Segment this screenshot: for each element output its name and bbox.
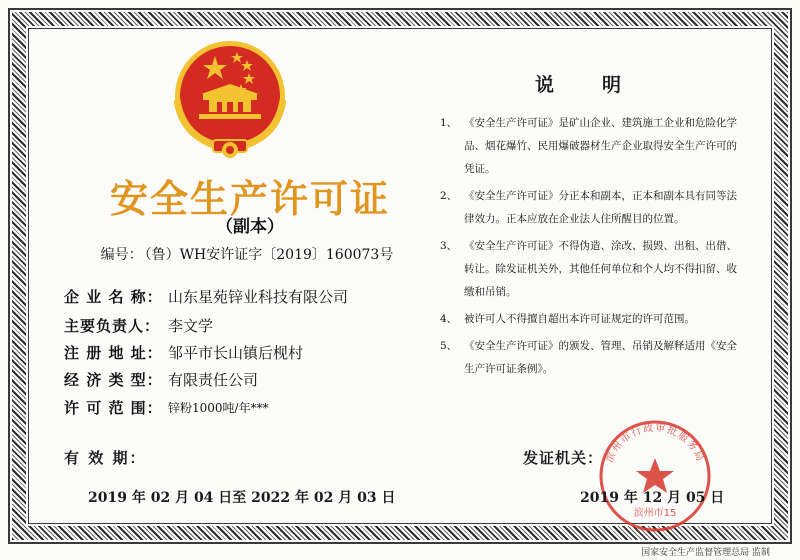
issuer-label: 发证机关： bbox=[523, 449, 604, 467]
field-label: 主要负责人： bbox=[64, 316, 161, 335]
note-text: 《安全生产许可证》分正本和副本，正本和副本具有同等法律效力。正本应放在企业法人住所醒目的位置。 bbox=[464, 190, 737, 225]
note-number: 4、 bbox=[440, 313, 458, 325]
field-principal bbox=[64, 314, 213, 336]
certificate-title: 安全生产许可证 bbox=[109, 177, 390, 221]
number-label: 编号： bbox=[100, 247, 143, 263]
field-label: 企 业 名 称： bbox=[64, 287, 163, 306]
note-text: 《安全生产许可证》的颁发、管理、吊销及解释适用《安全生产许可证条例》。 bbox=[464, 340, 737, 375]
list-item bbox=[440, 185, 740, 231]
field-address bbox=[64, 341, 303, 363]
note-number: 5、 bbox=[440, 340, 458, 352]
explanation-list bbox=[440, 112, 740, 385]
explanation-title: 说明 bbox=[535, 74, 670, 96]
note-text: 被许可人不得擅自超出本许可证规定的许可范围。 bbox=[464, 313, 695, 325]
list-item bbox=[440, 335, 740, 381]
issue-date: 2019 年 12 月 05 日 bbox=[580, 490, 725, 506]
field-value: 山东星苑锌业科技有限公司 bbox=[168, 287, 349, 306]
field-company-name bbox=[64, 285, 348, 307]
footer-supervisor: 国家安全生产监督管理总局 监制 bbox=[641, 548, 770, 558]
svg-text:滨州市15: 滨州市15 bbox=[633, 508, 677, 519]
certificate-subtitle: （副本） bbox=[216, 217, 284, 237]
field-license-scope bbox=[64, 396, 269, 418]
note-text: 《安全生产许可证》不得伪造、涂改、损毁、出租、出借、转让。除发证机关外，其他任何单位和个人均不得扣留、收缴和吊销。 bbox=[464, 240, 737, 298]
field-label: 注 册 地 址： bbox=[64, 343, 163, 362]
note-number: 3、 bbox=[440, 240, 458, 252]
certificate-number bbox=[68, 244, 428, 264]
field-value: 李文学 bbox=[168, 316, 214, 335]
note-number: 2、 bbox=[440, 190, 458, 202]
field-economic-type bbox=[64, 368, 258, 390]
note-text: 《安全生产许可证》是矿山企业、建筑施工企业和危险化学品、烟花爆竹、民用爆破器材生产企业取得安全生产许可的凭证。 bbox=[464, 117, 737, 175]
number-value: （鲁）WH安许证字〔2019〕160073号 bbox=[144, 247, 394, 263]
list-item bbox=[440, 308, 740, 331]
note-number: 1、 bbox=[440, 117, 458, 129]
national-emblem-icon bbox=[165, 38, 295, 163]
field-label: 许 可 范 围： bbox=[64, 398, 163, 417]
field-value: 有限责任公司 bbox=[168, 370, 259, 389]
svg-text:滨州市行政审批服务局: 滨州市行政审批服务局 bbox=[604, 422, 706, 465]
field-value: 邹平市长山镇后枧村 bbox=[168, 343, 304, 362]
validity-label: 有 效 期： bbox=[64, 449, 147, 467]
field-label: 经 济 类 型： bbox=[64, 370, 163, 389]
list-item bbox=[440, 112, 740, 181]
official-seal-icon bbox=[590, 410, 720, 532]
validity-value: 2019 年 02 月 04 日至 2022 年 02 月 03 日 bbox=[88, 490, 396, 506]
list-item bbox=[440, 235, 740, 304]
field-value: 锌粉1000吨/年*** bbox=[168, 400, 269, 415]
